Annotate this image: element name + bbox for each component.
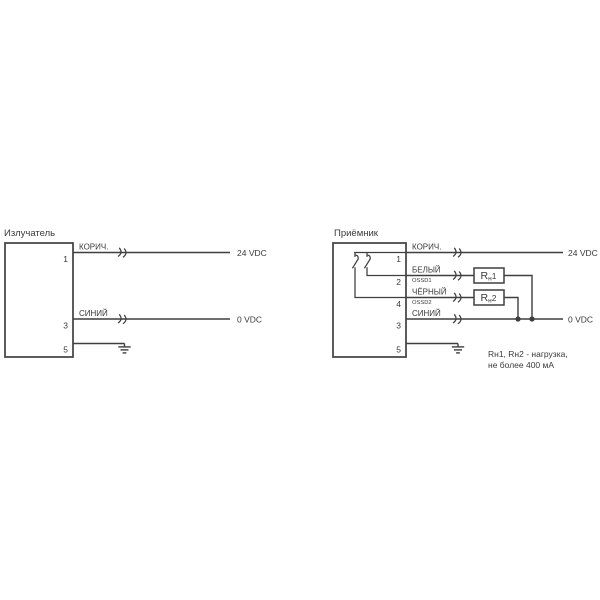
emitter-terminal-0vdc: 0 VDC (237, 314, 263, 325)
receiver-terminal-0vdc: 0 VDC (568, 314, 594, 325)
load-note-line2: не более 400 мА (488, 360, 555, 370)
earth-ground-icon (452, 344, 464, 353)
load-rn2-return-wire (504, 298, 518, 320)
receiver-wire-black-label: ЧЁРНЫЙ (412, 287, 447, 297)
output-contact-icon (352, 253, 358, 269)
receiver-wire-blue-label: СИНИЙ (412, 309, 441, 318)
earth-ground-icon (118, 344, 130, 353)
receiver-section (333, 228, 598, 357)
receiver-title: Приёмник (334, 228, 378, 239)
emitter-wire-brown-label: КОРИЧ. (79, 242, 109, 252)
load-note (488, 349, 568, 370)
output-contact-icon (364, 253, 370, 269)
receiver-pin4-number: 4 (396, 299, 401, 309)
receiver-pin1-number: 1 (396, 254, 401, 264)
emitter-pin3-number: 3 (63, 320, 68, 331)
load-note-line1: Rн1, Rн2 - нагрузка, (488, 349, 568, 359)
receiver-internal-ossd1-line (367, 267, 406, 275)
load-resistor-rn2-label: Rн2 (480, 292, 497, 305)
receiver-terminal-24vdc: 24 VDC (568, 248, 598, 258)
emitter-terminal-24vdc: 24 VDC (237, 248, 267, 258)
emitter-section (4, 228, 267, 357)
receiver-ossd1-label: OSSD1 (412, 278, 432, 284)
load-resistor-rn1-label: Rн1 (480, 270, 497, 283)
receiver-pin5-number: 5 (396, 344, 401, 355)
receiver-pin3-number: 3 (396, 320, 401, 331)
emitter-pin5-number: 5 (63, 344, 68, 355)
receiver-ossd2-label: OSSD2 (412, 300, 432, 306)
receiver-pin2-number: 2 (396, 277, 401, 287)
receiver-wire-white-label: БЕЛЫЙ (412, 265, 441, 275)
emitter-pin1-number: 1 (63, 254, 68, 264)
emitter-title: Излучатель (4, 228, 56, 239)
emitter-wire-blue-label: СИНИЙ (79, 309, 108, 318)
receiver-wire-brown-label: КОРИЧ. (412, 242, 442, 252)
